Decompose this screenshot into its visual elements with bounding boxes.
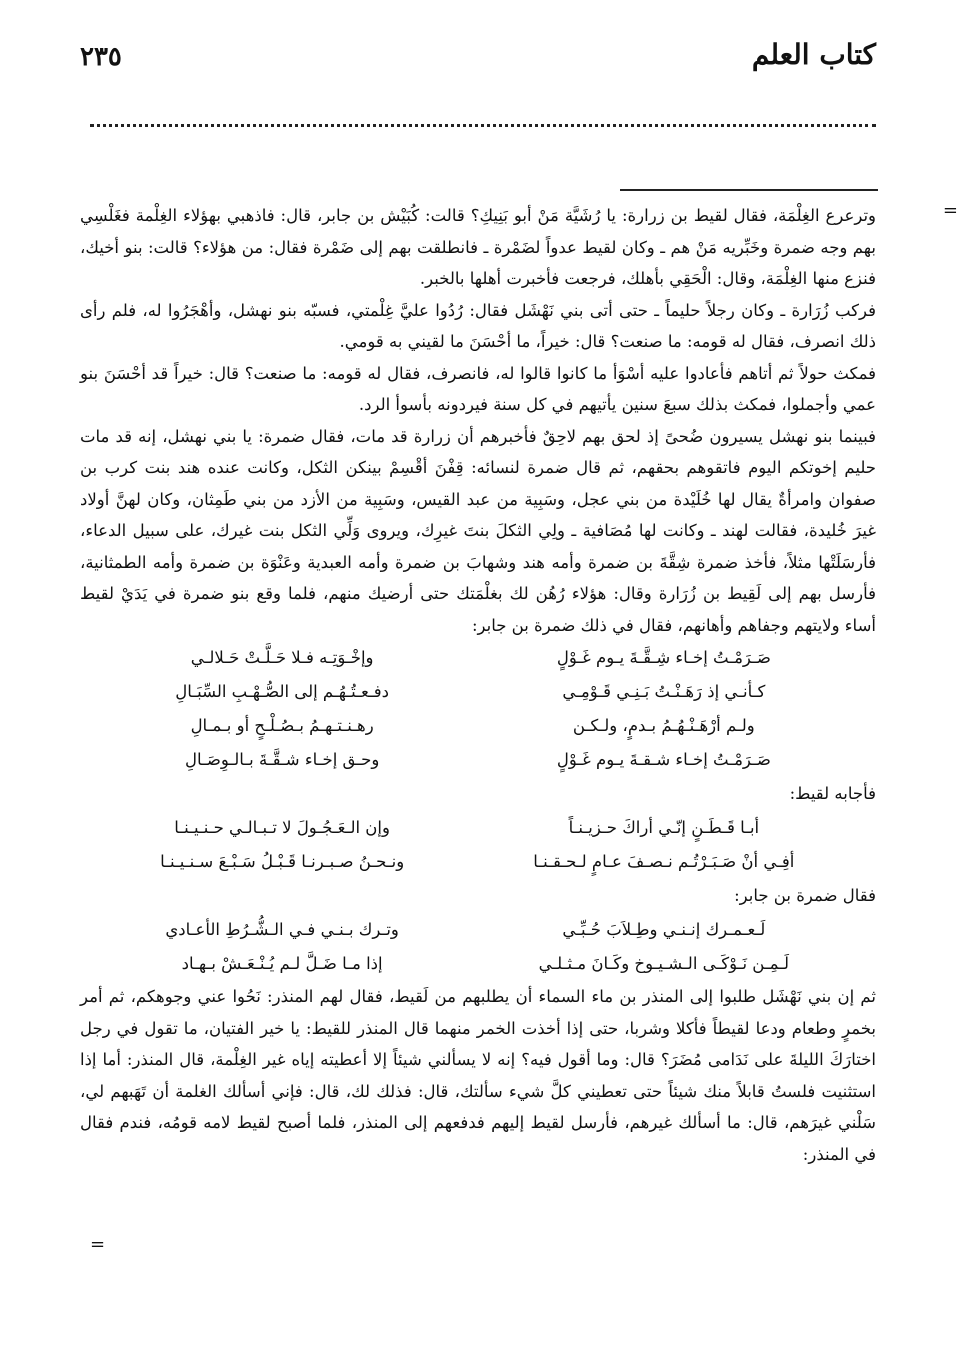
paragraph-3: فمكث حولاً ثم أتاهم فأعادوا عليه أسْوَأ ما كانوا قالوا له، فانصرف، فقال له قومه: ما صنعت؟ قال: خيراً قد أحْسَنَ بنو عمي وأجملوا، فمكث بذلك سبعَ سنين يأتيهم في كل سنة فيردونه بأسوأ الرد. [80, 363, 876, 414]
hemistich-first: لَـمِـن نَـوْكَـى الـشـيـوخ وكَـانَ مـثـلـي [538, 954, 790, 973]
hemistich-first: كـأنـي إذ رَهَـنْـتُ بَـنِـي قَـوْمِـي [562, 682, 766, 701]
reply-label-damra: فقال ضمرة بن جابر: [734, 886, 876, 905]
hemistich-first: أبـا قَـطَـنٍ إنّـي أراكَ حـزيـنـاً [568, 818, 760, 837]
hemistich-second: وتـرك بـنـي فـي الـشُّـرُطِ الأعـادي [165, 920, 399, 939]
hemistich-first: صَـرَمْـتُ إخـاء شـقـةَ يـوم غَـوْلٍ [556, 750, 771, 769]
continuation-mark-start: = [942, 200, 958, 221]
verse [80, 641, 876, 675]
paragraph-4: فبينما بنو نهشل يسيرون ضُحىً إذ لحق بهم لاحِقٌ فأخبرهم أن زرارة قد مات، فقال ضمرة: يا بني نهشل، إنه قد مات حليم إخوتكم اليوم فاتقوهم بحقهم، ثم قال ضمرة لنسائه: قِفْنَ أقْسِمْ بينكن الثكل، وكانت عنده هند بنت كرب بن صفوان وامرأةٌ يقال لها خُلَيْدة من بني عجل، وسَبِية من عبد القيس، وسَبِية من الأزد من بني طَمِثان، وكان لهنَّ أولاد غيرَ خُليدة، فقالت لهند ـ وكانت لها مُصَافية ـ ولِي الثكلَ بنتَ غيرِك، ويروى وَلِّي الثكل بنت غيرك، على سبيل الدعاء، فأرسَلَتْها مثلاً، فأخذ ضمرة شِقَّةَ بن ضمرة وأمه هند وشهابَ بن ضمرة وأمه العبدية وعَنْوَة بن ضمرة وأمه الطمثانية، فأرسل بهم إلى لَقِيط بن زُرَارة وقال: هؤلاء رُهُن لك بغلْمَتك حتى أرضيك منهم، فلما وقع بنو ضمرة في يَدَيْ لقيط أساء ولايتهم وجفاهم وأهانهم، فقال في ذلك ضمرة بن جابر: [80, 426, 876, 635]
hemistich-second: إذا مـا ضَـلَّ لـم يُـنْـعَـشْ بـهـاد [181, 954, 383, 973]
verse [80, 947, 876, 981]
hemistich-first: أفِـي أنْ صَـبَـرْتُـم نـصـفَ عـامٍ لـحـقـنـا [533, 852, 795, 871]
paragraph-1: وترعرع الغِلْمَة، فقال لقيط بن زرارة: يا رُشَيَّة مَنْ أبو بَنِيكِ؟ قالت: كُبَيْش بن جابر، قال: فاذهبي بهؤلاء الغِلْمة فغَلْسِي بهم وجه ضمرة وخَبِّريه مَنْ هم ـ وكان لقيط عدواً لضَمْرة ـ فانطلقت بهم إلى ضَمْرة فقال: من هؤلاء؟ قالت: بنو أخيك، فنزع منها الغِلْمَة، وقال: الْحَقِي بأهلك، فرجعت فأخبرت أهلها بالخبر. [80, 206, 876, 288]
dotted-separator [90, 124, 876, 127]
hemistich-second: وحـق إخـاء شـقَّـةَ بـالـوِصَـالِ [185, 750, 380, 769]
hemistich-second: وإن الـعَـجُـولَ لا تـبـالـي حـنـيـنـا [174, 818, 390, 837]
book-title: كتاب العلم [751, 38, 876, 71]
poem-laqit [80, 811, 876, 879]
verse [80, 743, 876, 777]
paragraph-2: فركب زُرَارة ـ وكان رجلاً حليماً ـ حتى أتى بني نَهْشَل فقال: رُدُوا عليَّ غِلْمتي، فسبّه بنو نهشل، وأهْجَرُوا له، فلم رأى ذلك انصرف، فقال له قومه: ما صنعت؟ قال: خيراً، ما أحْسَنَ ما لقيني به قومي. [80, 300, 876, 351]
poem-damra-2 [80, 913, 876, 981]
hemistich-second: رهـنـتـهـمُ بـصُـلْـحٍ أو بـمـالِ [190, 716, 374, 735]
footnote-rule [620, 189, 878, 191]
verse [80, 675, 876, 709]
reply-label-laqit: فأجابه لقيط: [789, 784, 876, 803]
hemistich-second: وإخْـوَتِـه فـلا حَـلَّـتْ حَـلالـي [190, 648, 374, 667]
footnote-text [80, 200, 876, 1170]
verse [80, 709, 876, 743]
poem-damra-1 [80, 641, 876, 777]
closing-paragraph: ثم إن بني نَهْشَل طلبوا إلى المنذر بن ماء السماء أن يطلبهم من لَقيط، فقال لهم المنذر: نَحُوا عني وجوهكم، ثم أمر بخمرٍ وطعام ودعا لقيطاً فأكلا وشربا، حتى إذا أخذت الخمر منهما قال المنذر للقيط: يا خير الفتيان، ما تقول في رجل اختارَكَ الليلةَ على نَدَامى مُضَرَ؟ قال: وما أقول فيه؟ إنه لا يسألني شيئاً إلا أعطيته إياه غير الغِلْمة، قال المنذر: أما إذا استثنيت فلستُ قابلاً منك شيئاً حتى تعطيني كلَّ شيء سألتك، قال: فذلك لك، قال: فإني أسألك الغلمة أن تَهَبهم لي، سَلْني غيرَهم، قال: ما أسألك غيرهم، فأرسل لقيط إليهم فدفعهم إلى المنذر، فلما أصبح لقيط لامه قومُه، فندم فقال في المنذر: [80, 987, 876, 1164]
hemistich-second: ونـحـنُ صـبـرنـا قَـبْـلُ سَـبْـعَ سـنـيـنـا [160, 852, 405, 871]
hemistich-second: دفـعـتُـهُـم إلى الصُّـهْـبِ السِّبَـالِ [175, 682, 390, 701]
continuation-mark-end: = [90, 1234, 106, 1255]
hemistich-first: ولـم أرْهَـنْـهُـمُ بـدمٍ، ولـكـن [572, 716, 755, 735]
verse [80, 845, 876, 879]
page-header [80, 38, 876, 88]
hemistich-first: صَـرَمْـتُ إخـاء شِـقَّـةَ يـوم غَـوْلٍ [556, 648, 771, 667]
page-number: ٢٣٥ [80, 42, 122, 72]
hemistich-first: لَـعـمـرك إنـنـي وطِـلاَبَ حُـبِّـي [562, 920, 766, 939]
verse [80, 913, 876, 947]
verse [80, 811, 876, 845]
